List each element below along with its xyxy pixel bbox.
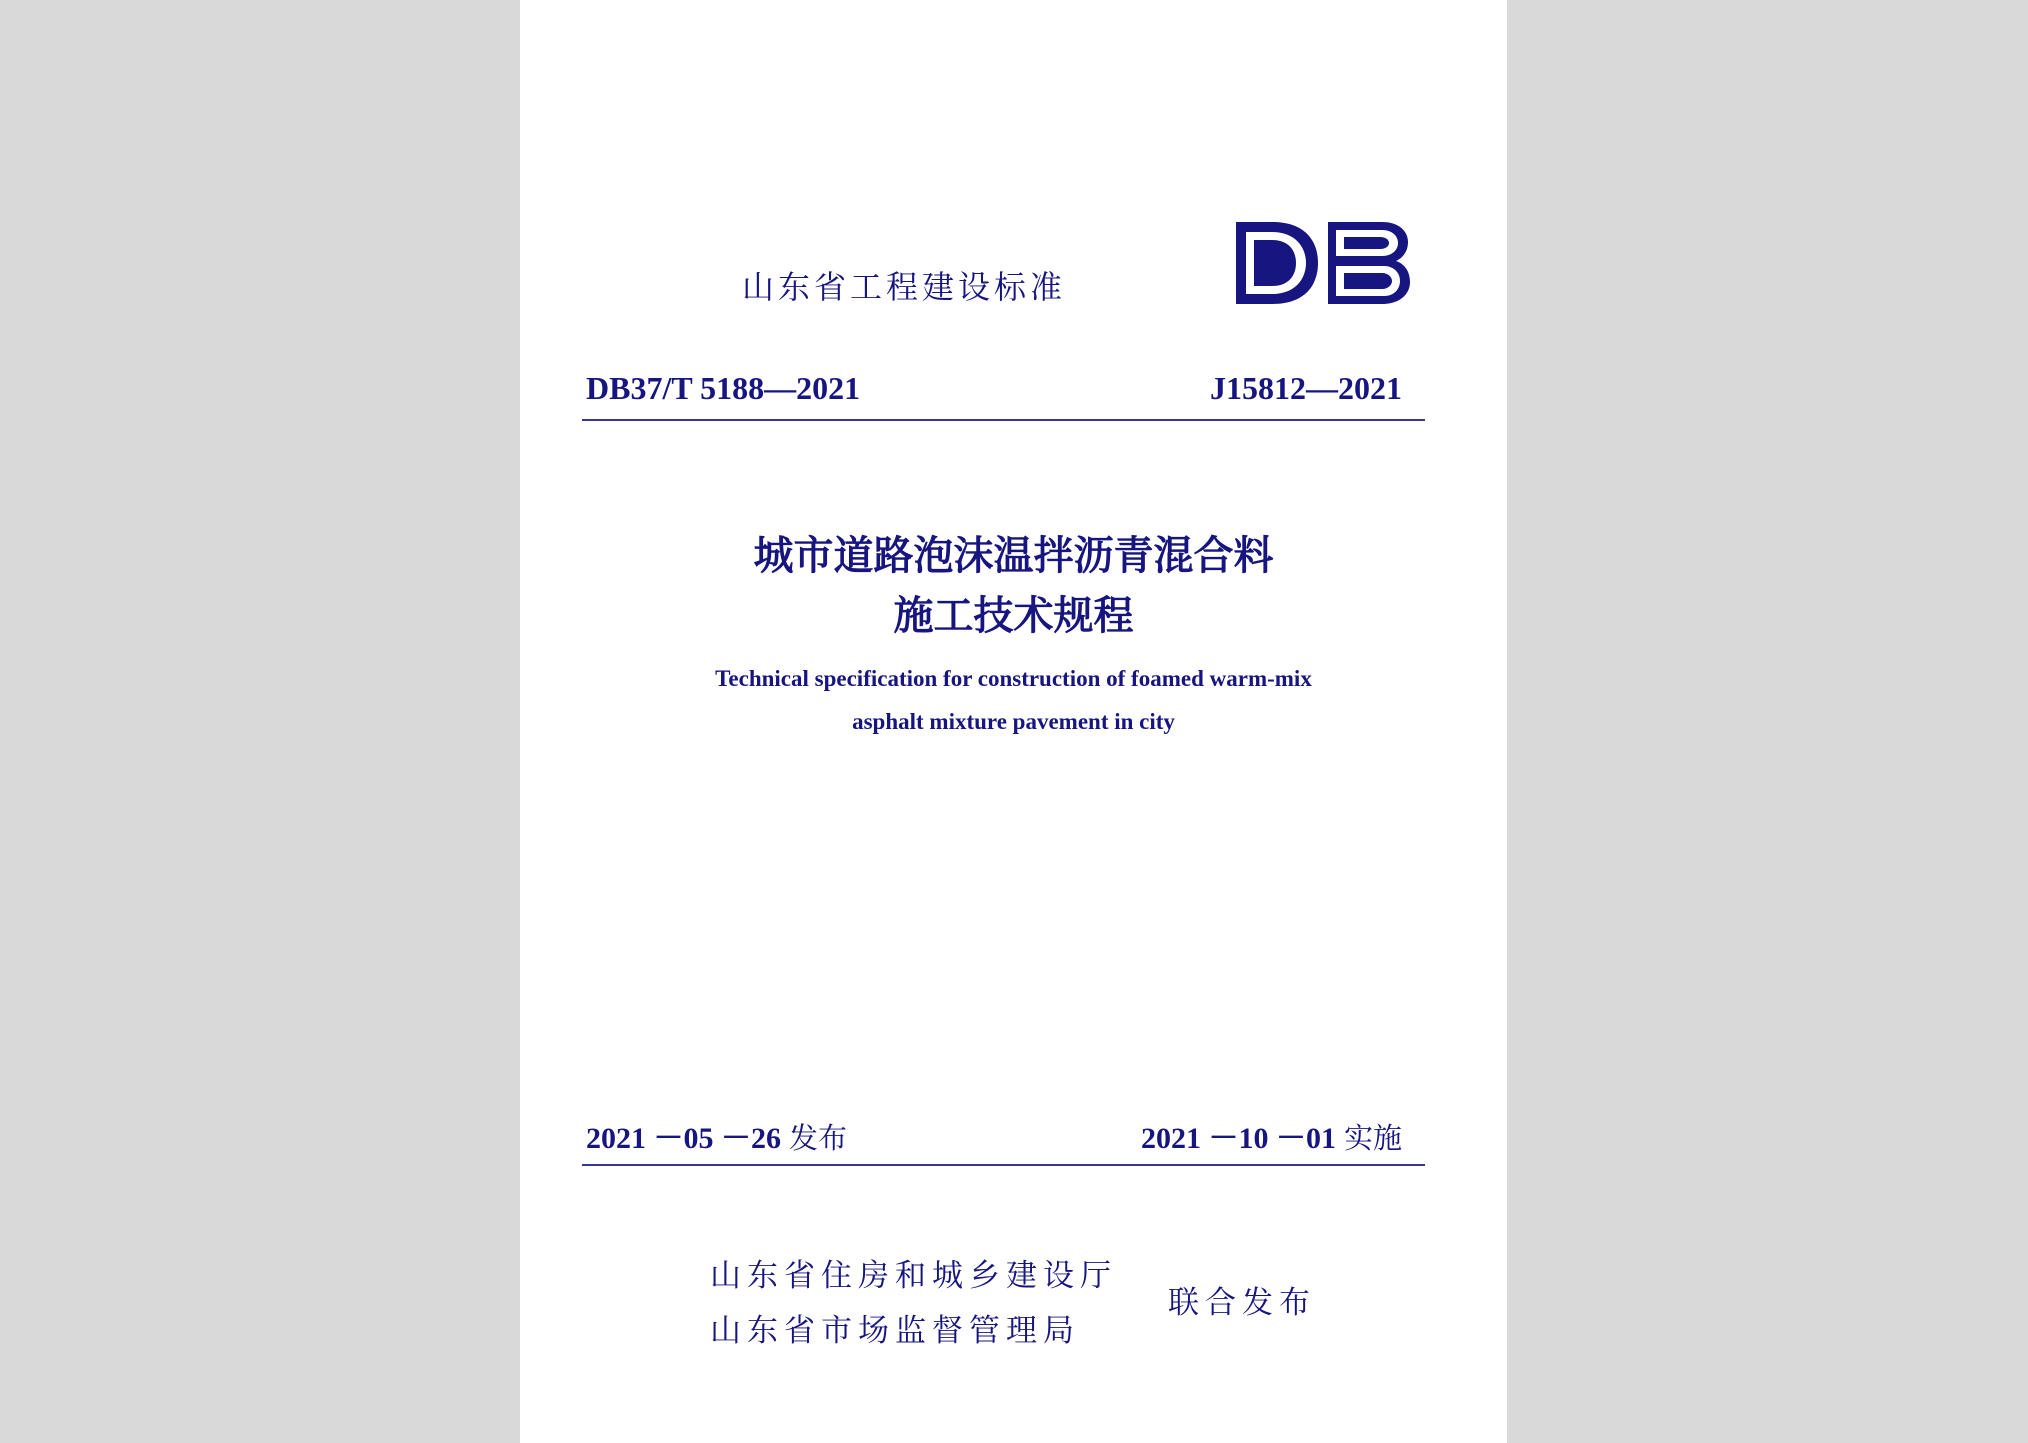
title-en-line1: Technical specification for construction of foamed warm-mix xyxy=(715,666,1312,691)
document-cover-page xyxy=(520,0,1507,1443)
effective-date-group xyxy=(1141,1113,1402,1157)
joint-publish-label: 联合发布 xyxy=(1168,1285,1316,1321)
issue-label: 发布 xyxy=(789,1121,848,1155)
title-cn-line2: 施工技术规程 xyxy=(893,592,1134,639)
db-logo xyxy=(1232,218,1412,308)
header-divider xyxy=(582,419,1425,421)
title-en-line2: asphalt mixture pavement in city xyxy=(852,709,1175,734)
issue-date-group xyxy=(586,1113,847,1157)
date-divider xyxy=(582,1164,1425,1166)
standard-series-label: 山东省工程建设标准 xyxy=(742,268,1067,306)
effective-date: 2021 －10 －01 xyxy=(1140,1122,1336,1155)
issue-date: 2021 －05 －26 xyxy=(586,1122,781,1155)
effective-label: 实施 xyxy=(1343,1121,1402,1155)
title-cn-line1: 城市道路泡沫温拌沥青混合料 xyxy=(753,532,1274,579)
standard-code: DB37/T 5188—2021 xyxy=(586,370,861,406)
publisher-line2: 山东省市场监督管理局 xyxy=(710,1313,1080,1349)
record-code: J15812—2021 xyxy=(1210,370,1402,406)
publisher-line1: 山东省住房和城乡建设厅 xyxy=(710,1258,1117,1294)
